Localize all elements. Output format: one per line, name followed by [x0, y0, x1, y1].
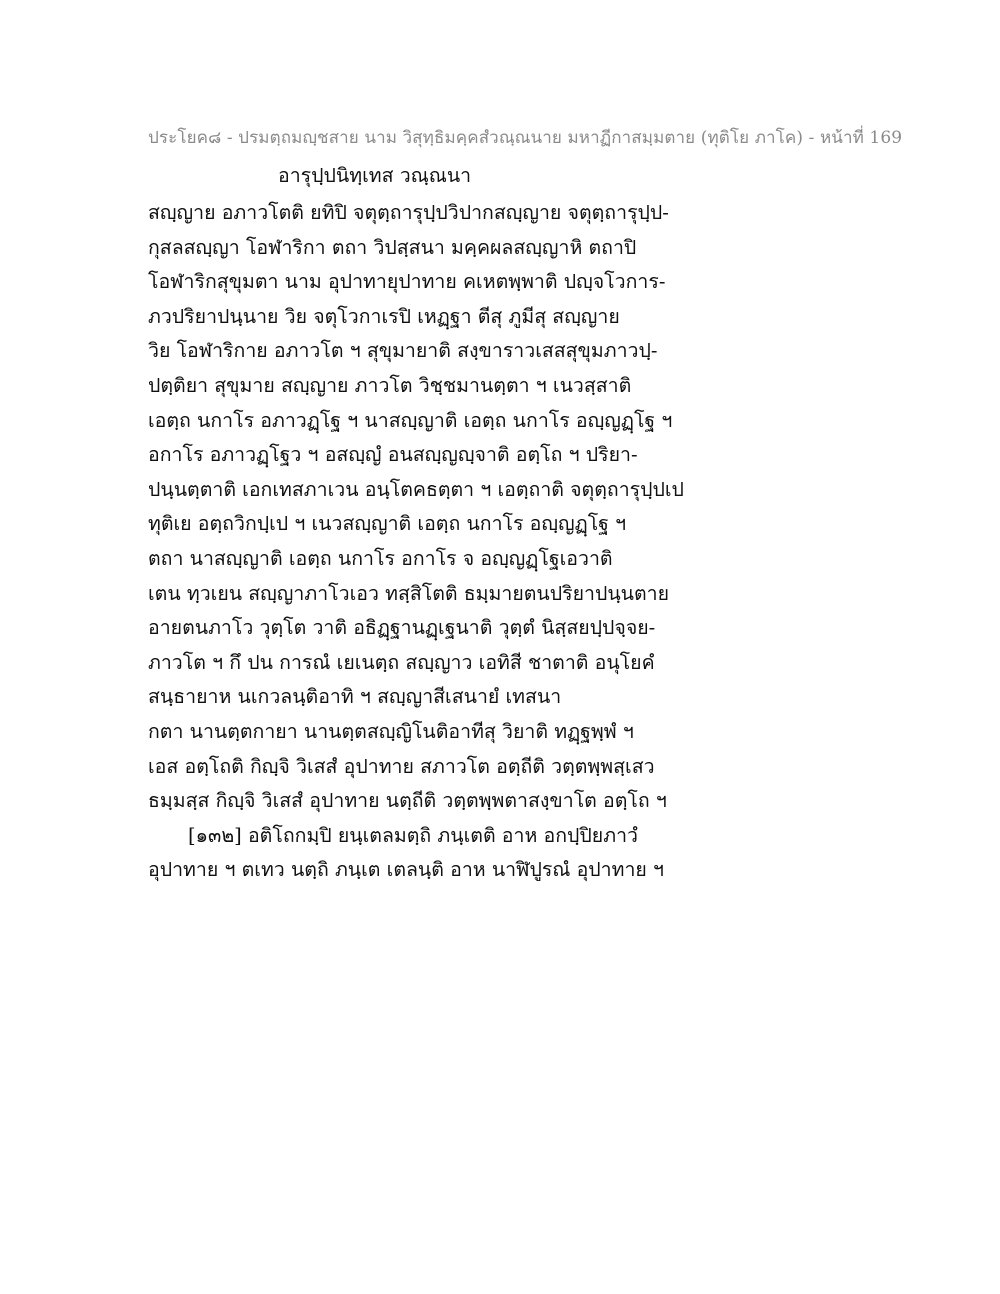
text-line: โอฬาริกสุขุมตา นาม อุปาทายุปาทาย คเหตพฺพาติ ปญฺจโวการ- [148, 270, 666, 294]
body-text [148, 196, 888, 888]
page-header: ประโยค๘ - ปรมตฺถมญฺชสาย นาม วิสุทฺธิมคฺคสํวณฺณนาย มหาฏีกาสมฺมตาย (ทุติโย ภาโค) - หน้าที่ 169 [148, 128, 903, 148]
text-line: อุปาทาย ฯ ตเทว นตฺถิ ภนฺเต เตลนฺติ อาห นาฬิปูรณํ อุปาทาย ฯ [148, 858, 665, 882]
section-title: อารุปฺปนิทฺเทส วณฺณนา [278, 164, 472, 187]
text-line: ตถา นาสญฺญาติ เอตฺถ นกาโร อกาโร จ อญฺญฏฺโฐเอวาติ [148, 546, 613, 570]
text-line: ปตฺติยา สุขุมาย สญฺญาย ภาวโต วิชฺชมานตฺตา ฯ เนวสฺสาติ [148, 373, 632, 397]
text-line: ภาวโต ฯ กึ ปน การณํ เยเนตฺถ สญฺญาว เอทิสี ชาตาติ อนุโยคํ [148, 650, 655, 674]
text-line: อกาโร อภาวฏฺโฐว ฯ อสญฺญํ อนสญฺญญฺจาติ อตฺโถ ฯ ปริยา- [148, 443, 638, 467]
text-line: เตน ทฺวเยน สญฺญาภาโวเอว ทสฺสิโตติ ธมฺมายตนปริยาปนฺนตาย [148, 581, 670, 605]
text-line: ภวปริยาปนฺนาย วิย จตุโวกาเรปิ เหฏฺฐา ตีสุ ภูมีสุ สญฺญาย [148, 304, 620, 328]
text-line: ทุติเย อตฺถวิกปฺเป ฯ เนวสญฺญาติ เอตฺถ นกาโร อญฺญฏฺโฐ ฯ [148, 512, 627, 536]
text-line: วิย โอฬาริกาย อภาวโต ฯ สุขุมายาติ สงฺขาราวเสสสุขุมภาวปฺ- [148, 339, 658, 363]
text-line: กุสลสญฺญา โอฬาริกา ตถา วิปสฺสนา มคฺคผลสญฺญาหิ ตถาปิ [148, 235, 637, 259]
text-line: สญฺญาย อภาวโตติ ยทิปิ จตุตฺถารุปฺปวิปากสญฺญาย จตุตฺถารุปฺป- [148, 201, 669, 224]
text-line: [๑๓๒] อติโถกมฺปิ ยนฺเตลมตฺถิ ภนฺเตติ อาห อกปฺปิยภาวํ [188, 823, 638, 847]
text-line: เอส อตฺโถติ กิญฺจิ วิเสสํ อุปาทาย สภาวโต อตฺถีติ วตฺตพฺพสฺเสว [148, 754, 655, 778]
text-line: เอตฺถ นกาโร อภาวฏฺโฐ ฯ นาสญฺญาติ เอตฺถ นกาโร อญฺญฏฺโฐ ฯ [148, 408, 673, 432]
text-line: สนฺธายาห นเกวลนฺติอาทิ ฯ สญฺญาสีเสนายํ เทสนา [148, 685, 562, 709]
text-line: อายตนภาโว วุตฺโต วาติ อธิฏฺฐานฏฺเฐนาติ วุตฺตํ นิสฺสยปฺปจฺจย- [148, 616, 656, 640]
text-line: กตา นานตฺตกายา นานตฺตสญฺญิโนติอาทีสุ วิยาติ ทฏฺฐพฺพํ ฯ [148, 719, 634, 743]
text-line: ธมฺมสฺส กิญฺจิ วิเสสํ อุปาทาย นตฺถีติ วตฺตพฺพตาสงฺขาโต อตฺโถ ฯ [148, 789, 667, 813]
text-line: ปนฺนตฺตาติ เอกเทสภาเวน อนฺโตคธตฺตา ฯ เอตฺถาติ จตุตฺถารุปฺปเป [148, 477, 684, 501]
